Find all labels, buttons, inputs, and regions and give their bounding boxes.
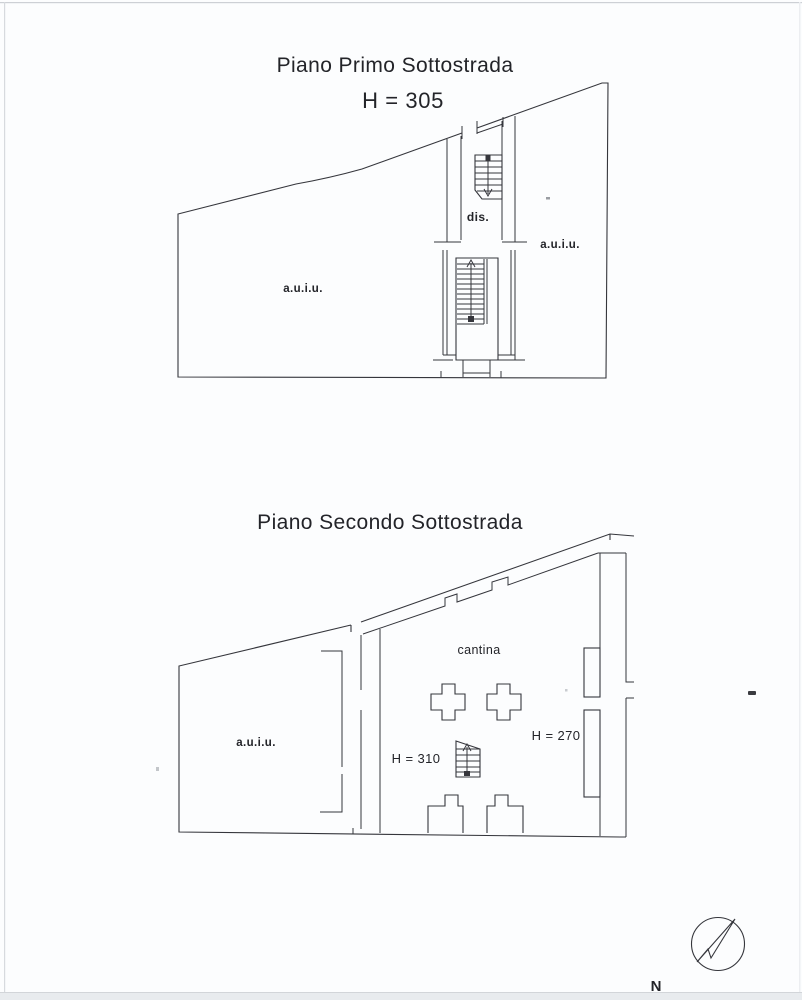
plan1-upper-stairs-start-dot (486, 156, 491, 161)
plan1-lower-stairs-end-dot (468, 316, 474, 322)
compass-north-label: N (650, 978, 662, 995)
plan2-right-wall-outer (626, 553, 634, 837)
plan2-left-room-lining (320, 651, 342, 812)
plan1-title: Piano Primo Sottostrada (276, 54, 514, 77)
scan-artifacts (0, 2, 802, 1000)
plan2-slope-inner-wall (363, 553, 598, 634)
plan2-stairs (456, 741, 480, 777)
scan-left-edge (4, 2, 5, 992)
plan2-title: Piano Secondo Sottostrada (257, 511, 523, 534)
plan2-stairs-treads (456, 749, 480, 772)
plan2-right-wall (584, 553, 634, 837)
plan2-bottom-pillar-left (428, 795, 463, 833)
plan2-room-cellar-label: cantina (457, 643, 501, 657)
plan2-cross-pillar-right (487, 684, 521, 720)
faint-speck-plan1 (546, 197, 550, 200)
plan2-bottom-pillar-right (487, 795, 523, 833)
faint-speck-plan2 (565, 689, 568, 692)
plan2-room-left-label: a.u.i.u. (236, 737, 276, 749)
compass-circle-icon (692, 918, 745, 971)
plan1-stairs-landing (463, 360, 490, 377)
ink-speck-right (748, 691, 756, 695)
plan1-room-wc-label: dis. (466, 210, 490, 224)
plan1-room-right-label: a.u.i.u. (540, 239, 580, 251)
plan1-lower-stairs (456, 258, 498, 377)
plan2-cross-pillar-left (431, 684, 465, 720)
plan2-corridor-walls (353, 629, 380, 834)
plan-first-sottostrada (178, 54, 608, 378)
plan2-right-wall-inner (598, 553, 626, 836)
plan2-right-pilaster-upper (584, 648, 600, 697)
plan1-upper-stairs (475, 155, 502, 199)
plan2-outer-walls (179, 534, 634, 837)
plan2-stairs-direction-arrow (463, 744, 471, 774)
scan-right-edge (799, 2, 801, 992)
plan2-right-pilaster-lower (584, 710, 600, 797)
plan2-height-cellar-label: H = 310 (391, 751, 441, 766)
plan1-height-label: H = 305 (362, 88, 444, 113)
plan1-room-left-label: a.u.i.u. (283, 283, 323, 295)
plan1-lower-stairs-treads (457, 259, 487, 324)
scan-bottom-band (0, 992, 802, 1000)
plan1-upper-stairs-direction-arrow (484, 160, 492, 196)
compass (651, 918, 745, 996)
plan2-stairs-end-dot (464, 771, 470, 776)
plan1-outer-walls (178, 83, 608, 378)
faint-speck-left (156, 767, 159, 771)
scan-bottom-band-edge (0, 992, 802, 993)
scan-top-edge (0, 2, 802, 3)
plan2-height-right-label: H = 270 (531, 728, 581, 743)
north-arrow-icon (697, 919, 735, 962)
plan-second-sottostrada (179, 511, 634, 837)
